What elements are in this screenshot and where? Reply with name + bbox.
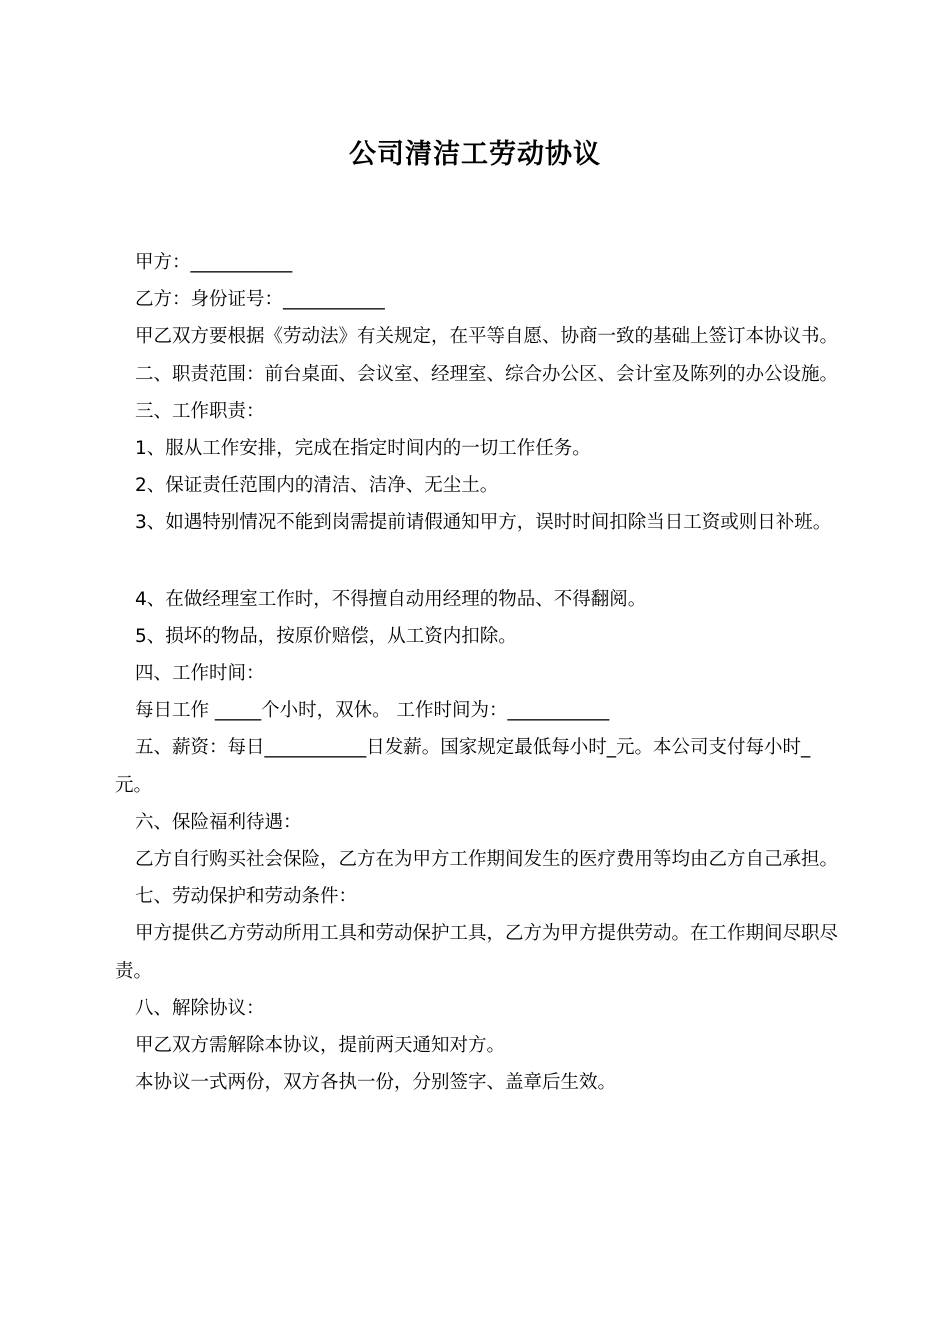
insurance-paragraph: 乙方自行购买社会保险，乙方在为甲方工作期间发生的医疗费用等均由乙方自己承担。	[135, 849, 839, 871]
section-5-salary: 五、薪资：每日___________日发薪。国家规定最低每小时_元。本公司支付每小时_元。	[115, 737, 811, 796]
document-title: 公司清洁工劳动协议	[349, 139, 601, 170]
party-a-line: 甲方：___________	[135, 252, 293, 273]
termination-paragraph: 甲乙双方需解除本协议，提前两天通知对方。	[135, 1035, 506, 1057]
section-6-heading: 六、保险福利待遇：	[135, 811, 302, 833]
work-hours-line: 每日工作 _____个小时，双休。 工作时间为：___________	[135, 700, 610, 722]
duty-item-3: 3、如遇特别情况不能到岗需提前请假通知甲方，误时时间扣除当日工资或则日补班。	[135, 512, 832, 534]
duty-item-2: 2、保证责任范围内的清洁、洁净、无尘土。	[135, 475, 499, 497]
preamble-paragraph: 甲乙双方要根据《劳动法》有关规定，在平等自愿、协商一致的基础上签订本协议书。	[135, 326, 839, 348]
duty-item-1: 1、服从工作安排，完成在指定时间内的一切工作任务。	[135, 438, 591, 460]
section-8-heading: 八、解除协议：	[135, 997, 265, 1019]
duty-item-5: 5、损坏的物品，按原价赔偿，从工资内扣除。	[135, 625, 517, 647]
closing-paragraph: 本协议一式两份，双方各执一份，分别签字、盖章后生效。	[135, 1072, 617, 1094]
section-7-heading: 七、劳动保护和劳动条件：	[135, 886, 358, 908]
party-b-line: 乙方：身份证号：___________	[135, 289, 385, 311]
document-body	[115, 244, 845, 1101]
protection-paragraph: 甲方提供乙方劳动所用工具和劳动保护工具，乙方为甲方提供劳动。在工作期间尽职尽责。	[115, 923, 839, 982]
duty-item-4: 4、在做经理室工作时，不得擅自动用经理的物品、不得翻阅。	[135, 588, 647, 610]
section-3-heading: 三、工作职责：	[135, 400, 265, 422]
section-4-heading: 四、工作时间：	[135, 663, 265, 685]
section-2-scope: 二、职责范围：前台桌面、会议室、经理室、综合办公区、会计室及陈列的办公设施。	[135, 363, 839, 385]
paragraph-gap	[115, 542, 845, 581]
